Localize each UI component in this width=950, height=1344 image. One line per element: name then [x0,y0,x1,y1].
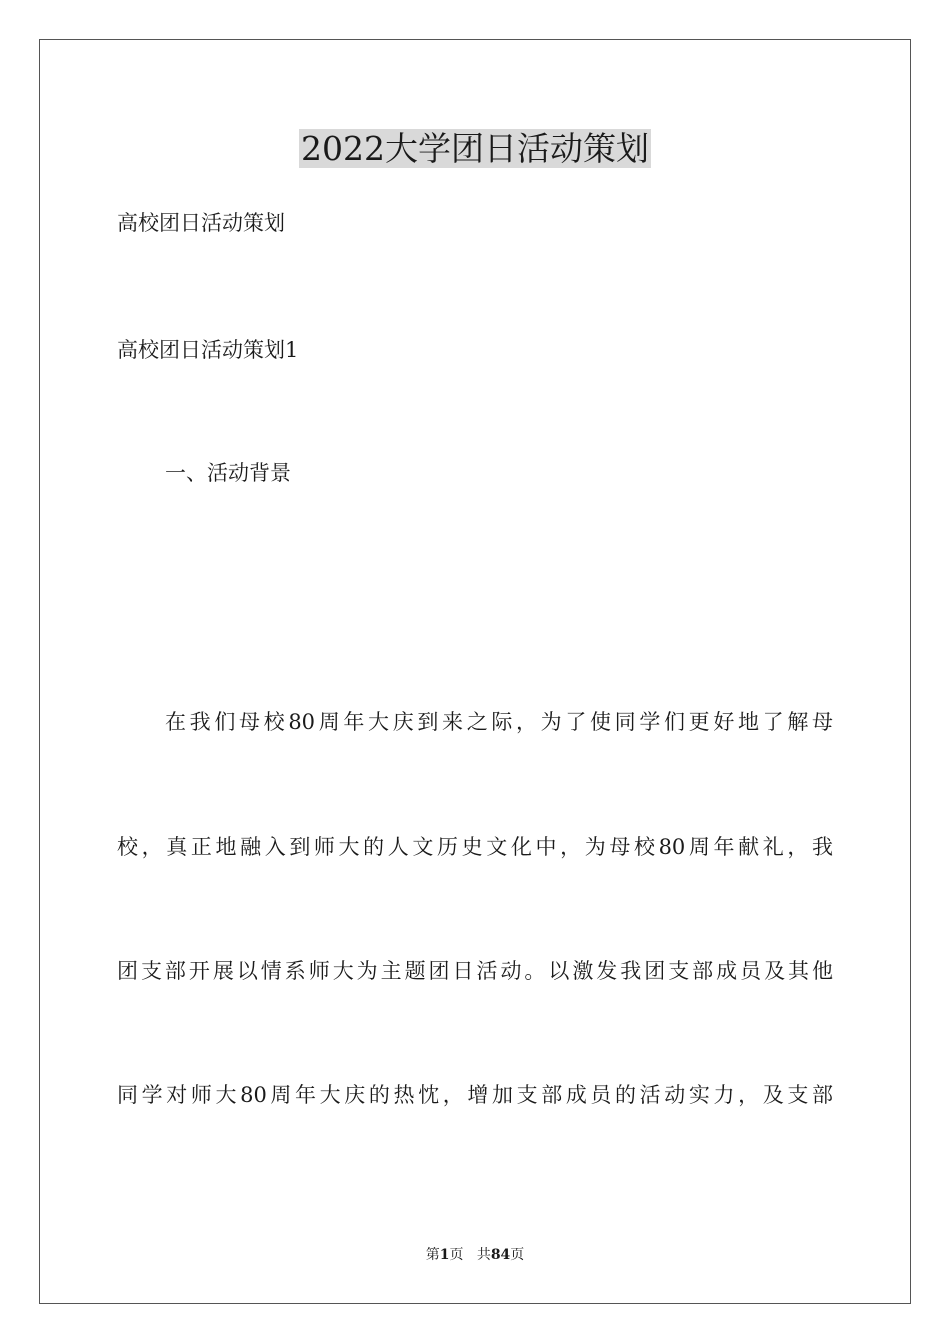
page-footer [0,1245,950,1265]
footer-total-prefix: 共 [476,1247,491,1263]
heading-background: 一、活动背景 [165,461,291,485]
paragraph-line-2: 校，真正地融入到师大的人文历史文化中，为母校80周年献礼，我 [117,835,833,859]
paragraph-line-4: 同学对师大80周年大庆的热忱，增加支部成员的活动实力，及支部 [117,1083,833,1107]
paragraph-line-3: 团支部开展以情系师大为主题团日活动。以激发我团支部成员及其他 [117,959,833,983]
document-title [0,126,950,172]
section-title: 高校团日活动策划1 [117,338,299,362]
paragraph-line-1: 在我们母校80周年大庆到来之际，为了使同学们更好地了解母 [165,710,833,734]
footer-page-suffix: 页 [449,1247,464,1263]
document-title-text: 2022大学团日活动策划 [301,129,649,168]
footer-page-number: 1 [439,1247,450,1263]
document-subtitle: 高校团日活动策划 [117,211,285,235]
footer-total-suffix: 页 [510,1247,525,1263]
footer-total-pages: 84 [490,1247,511,1263]
footer-page-prefix: 第 [425,1247,440,1263]
